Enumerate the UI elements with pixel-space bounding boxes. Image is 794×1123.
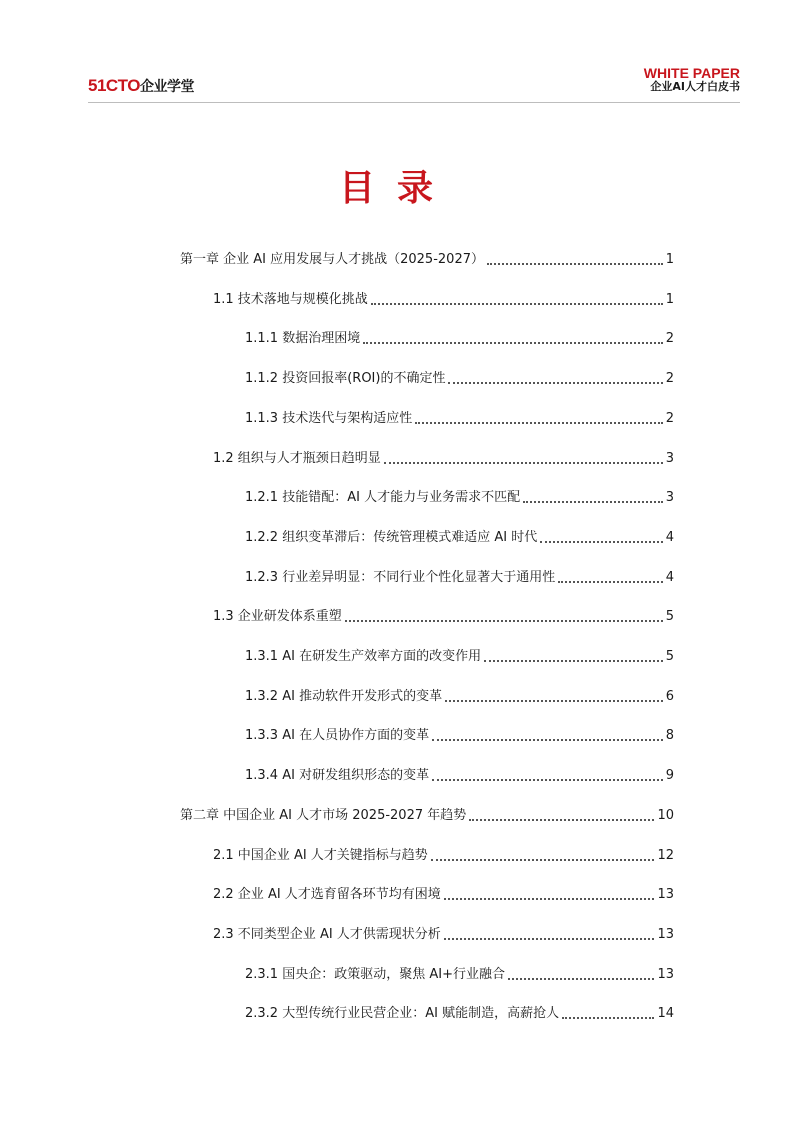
toc-entry-label: 第二章 中国企业 AI 人才市场 2025-2027 年趋势 (180, 807, 467, 823)
toc-entry-page: 3 (665, 490, 674, 506)
toc-entry-label: 1.1.2 投资回报率(ROI)的不确定性 (245, 371, 446, 387)
toc-entry[interactable] (245, 367, 674, 389)
header-divider (88, 102, 740, 103)
toc-entry[interactable] (245, 764, 674, 786)
toc-leader-dots (432, 779, 663, 781)
toc-entry-label: 1.2 组织与人才瓶颈日趋明显 (213, 450, 381, 466)
toc-entry-label: 1.2.3 行业差异明显：不同行业个性化显著大于通用性 (245, 569, 556, 585)
toc-leader-dots (469, 819, 654, 821)
toc-entry-page: 4 (665, 529, 674, 545)
toc-entry[interactable] (245, 566, 674, 588)
toc-entry-label: 2.2 企业 AI 人才选育留各环节均有困境 (213, 887, 441, 903)
toc-entry[interactable] (245, 963, 674, 985)
toc-leader-dots (448, 382, 662, 384)
toc-entry-page: 2 (665, 371, 674, 387)
toc-entry-page: 5 (665, 649, 674, 664)
toc-leader-dots (562, 1017, 654, 1019)
logo-text: 企业学堂 (140, 79, 194, 95)
logo-number: 51CTO (88, 76, 140, 95)
toc-leader-dots (371, 303, 663, 305)
toc-entry-page: 14 (657, 1006, 674, 1022)
toc-entry-label: 1.3 企业研发体系重塑 (213, 609, 342, 625)
toc-entry-label: 1.1 技术落地与规模化挑战 (213, 291, 368, 307)
toc-entry-page: 4 (665, 569, 674, 585)
toc-entry[interactable] (180, 804, 674, 826)
toc-entry-page: 2 (665, 410, 674, 426)
toc-leader-dots (487, 263, 663, 265)
toc-entry-page: 1 (665, 291, 674, 307)
toc-entry-page: 9 (665, 768, 674, 784)
toc-entry[interactable] (213, 883, 674, 905)
toc-leader-dots (432, 739, 663, 741)
toc-entry[interactable] (245, 724, 674, 746)
white-paper-en: WHITE PAPER (643, 65, 740, 81)
toc-entry[interactable] (245, 1002, 674, 1024)
toc-entry-page: 1 (665, 252, 674, 267)
toc-entry-label: 2.1 中国企业 AI 人才关键指标与趋势 (213, 847, 428, 863)
toc-leader-dots (484, 660, 663, 662)
toc-leader-dots (558, 581, 663, 583)
toc-entry[interactable] (213, 288, 674, 310)
toc-entry[interactable] (245, 327, 674, 349)
toc-entry-page: 8 (665, 728, 674, 744)
brand-logo (88, 76, 194, 96)
toc-leader-dots (445, 700, 663, 702)
toc-entry-page: 3 (665, 450, 674, 466)
toc-leader-dots (540, 541, 663, 543)
toc-leader-dots (508, 978, 654, 980)
toc-leader-dots (415, 422, 663, 424)
page-title: 目录 (338, 168, 455, 209)
toc-entry-page: 13 (657, 887, 674, 903)
toc-leader-dots (523, 501, 663, 503)
toc-entry-page: 12 (657, 847, 674, 863)
toc-entry-page: 10 (657, 807, 674, 823)
toc-leader-dots (444, 938, 655, 940)
toc-entry-page: 13 (657, 966, 674, 982)
toc-entry-page: 5 (665, 609, 674, 625)
toc-entry-label: 1.3.4 AI 对研发组织形态的变革 (245, 768, 430, 784)
toc-entry-label: 1.3.2 AI 推动软件开发形式的变革 (245, 688, 443, 704)
toc-entry[interactable] (245, 645, 674, 667)
toc-leader-dots (345, 620, 663, 622)
toc-entry-label: 第一章 企业 AI 应用发展与人才挑战（2025-2027） (180, 252, 484, 267)
toc-entry-label: 2.3 不同类型企业 AI 人才供需现状分析 (213, 926, 441, 942)
toc-entry[interactable] (245, 526, 674, 548)
toc-entry-label: 2.3.1 国央企：政策驱动，聚焦 AI+行业融合 (245, 966, 505, 982)
white-paper-cn: 企业AI人才白皮书 (650, 80, 740, 94)
toc-entry-page: 6 (665, 688, 674, 704)
toc-entry[interactable] (213, 844, 674, 866)
toc-entry[interactable] (245, 407, 674, 429)
toc-leader-dots (431, 859, 655, 861)
toc-entry-page: 13 (657, 926, 674, 942)
toc-entry[interactable] (213, 923, 674, 945)
toc-entry-page: 2 (665, 331, 674, 347)
toc-entry[interactable] (213, 447, 674, 469)
toc-leader-dots (444, 898, 655, 900)
toc-entry-label: 1.3.3 AI 在人员协作方面的变革 (245, 728, 430, 744)
toc-entry[interactable] (213, 605, 674, 627)
toc-entry-label: 1.2.1 技能错配：AI 人才能力与业务需求不匹配 (245, 490, 521, 506)
white-paper-tag (644, 66, 740, 93)
toc-entry-label: 2.3.2 大型传统行业民营企业：AI 赋能制造，高薪抢人 (245, 1006, 560, 1022)
toc-leader-dots (363, 342, 663, 344)
toc-entry-label: 1.2.2 组织变革滞后：传统管理模式难适应 AI 时代 (245, 529, 538, 545)
toc-entry-label: 1.1.1 数据治理困境 (245, 331, 361, 347)
page-header (88, 66, 740, 102)
toc-entry[interactable] (245, 685, 674, 707)
toc-entry[interactable] (180, 248, 674, 270)
toc-entry-label: 1.1.3 技术迭代与架构适应性 (245, 410, 413, 426)
toc-entry-label: 1.3.1 AI 在研发生产效率方面的改变作用 (245, 649, 482, 664)
toc-entry[interactable] (245, 486, 674, 508)
toc-leader-dots (384, 462, 663, 464)
